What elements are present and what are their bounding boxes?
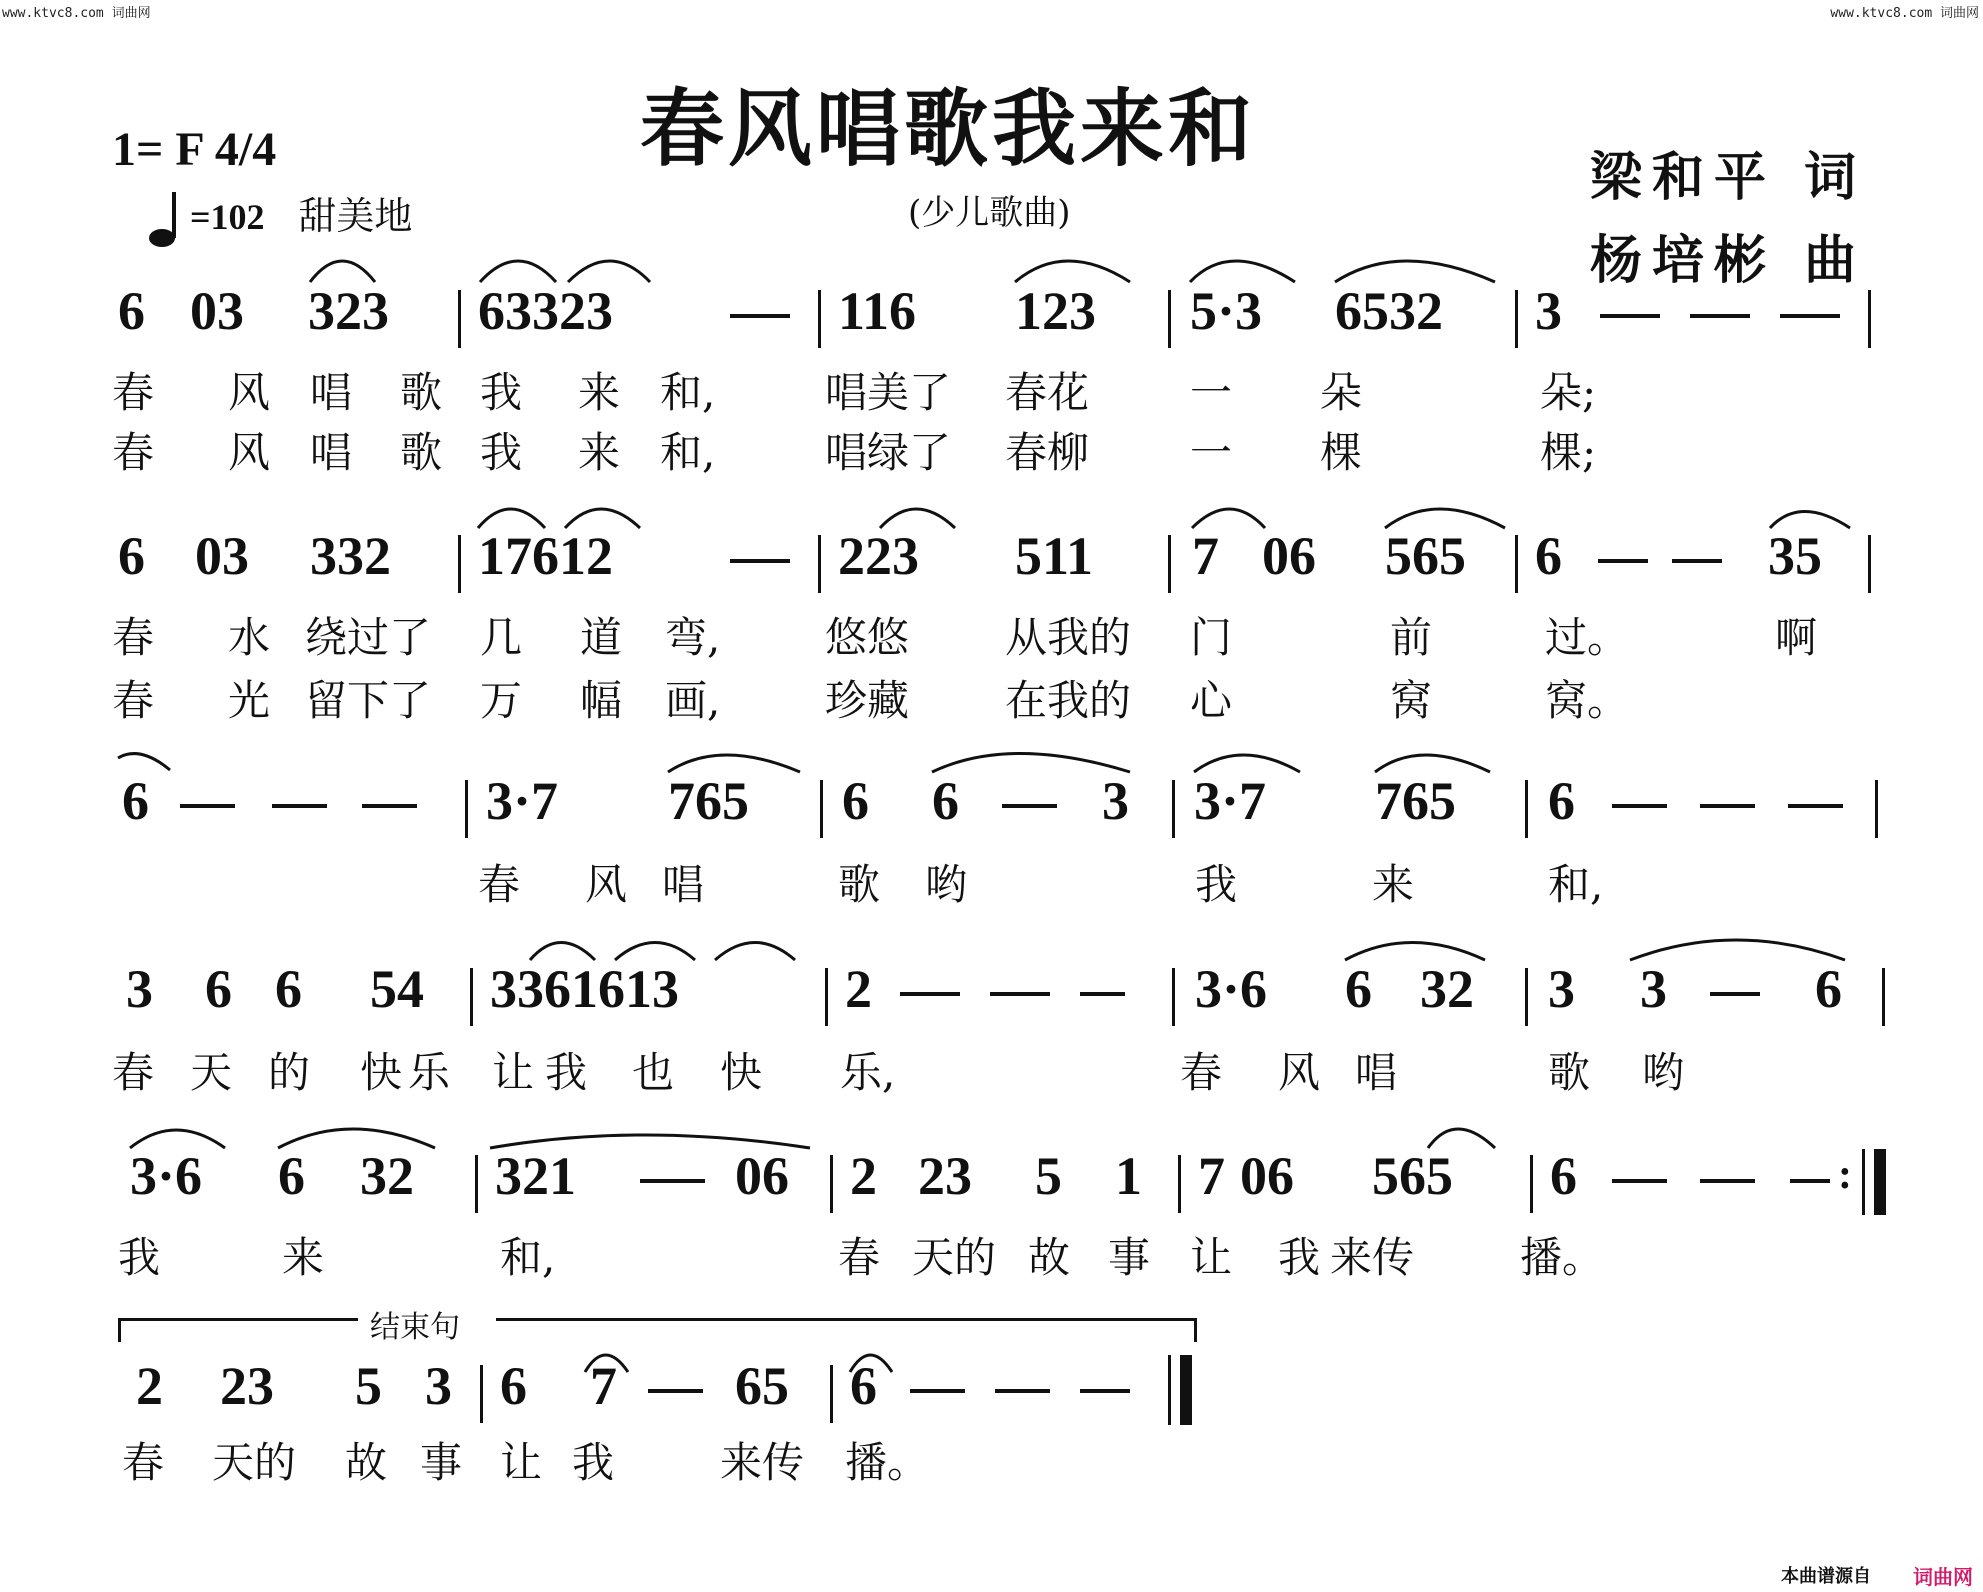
lyric: 天 [190, 1048, 233, 1097]
lyric: 春 [478, 860, 521, 909]
slur [565, 509, 640, 528]
note: 3·6 [1195, 959, 1268, 1019]
lyric: 道 [580, 613, 623, 662]
lyric: 前 [1390, 613, 1433, 662]
lyric: 快 [360, 1048, 403, 1097]
note: 3 [1548, 959, 1575, 1019]
note: 6 [118, 281, 145, 341]
note: 6 [118, 526, 145, 586]
note: 54 [370, 959, 424, 1019]
lyric: 乐, [840, 1048, 896, 1097]
note: 565 [1385, 526, 1466, 586]
lyric: 弯, [665, 613, 721, 662]
note: 7 [590, 1356, 617, 1416]
lyric: 风 [585, 860, 628, 909]
lyric: 乐 [408, 1048, 451, 1097]
lyric: 唱绿了 [825, 428, 952, 477]
lyric: 一 [1190, 428, 1233, 477]
note: 765 [668, 771, 749, 831]
lyric: 从我的 [1005, 613, 1132, 662]
note: 565 [1372, 1146, 1453, 1206]
repeat-sign-end: : [1838, 1152, 1852, 1198]
slur [130, 1130, 225, 1148]
note: 63323 [478, 281, 613, 341]
note: 6 [842, 771, 869, 831]
note: 6 [850, 1356, 877, 1416]
lyric: 春柳 [1005, 428, 1090, 477]
slur [1190, 261, 1295, 282]
lyric: 春 [122, 1438, 165, 1487]
slur [1385, 509, 1505, 528]
lyric: 啊 [1775, 613, 1818, 662]
note: 03 [195, 526, 249, 586]
lyric: 风 [228, 428, 271, 477]
lyric: 留下了 [305, 676, 432, 725]
lyric: 事 [1108, 1233, 1151, 1282]
note: 332 [310, 526, 391, 586]
lyric: 天的 [912, 1233, 997, 1282]
slur [1630, 940, 1845, 960]
lyric: 珍藏 [825, 676, 910, 725]
note: 323 [308, 281, 389, 341]
note: 3 [1640, 959, 1667, 1019]
slur [615, 943, 695, 961]
slur [1015, 261, 1130, 282]
note: 6 [205, 959, 232, 1019]
note: 65 [735, 1356, 789, 1416]
lyric: 歌 [400, 428, 443, 477]
lyric: 歌 [1548, 1048, 1591, 1097]
lyric: 几 [480, 613, 523, 662]
lyric: 和, [660, 428, 716, 477]
note: 2 [845, 959, 872, 1019]
lyric: 窝。 [1545, 676, 1630, 725]
fermata-group [585, 1355, 892, 1372]
lyric: 让 [1190, 1233, 1233, 1282]
note: 6532 [1335, 281, 1443, 341]
slur [932, 754, 1130, 773]
slur [118, 754, 170, 770]
slur [1770, 512, 1850, 529]
slur [668, 755, 800, 772]
slur [1428, 1129, 1495, 1148]
site-logo[interactable]: 词曲网 [1913, 1565, 1973, 1589]
lyric: 万 [480, 676, 523, 725]
lyric: 风 [1278, 1048, 1321, 1097]
lyric: 门 [1190, 613, 1233, 662]
lyric: 棵 [1320, 428, 1363, 477]
note: 6 [500, 1356, 527, 1416]
lyric: 我 [545, 1048, 588, 1097]
lyric: 绕过了 [305, 613, 432, 662]
fermata-icon [850, 1355, 892, 1372]
note: 5 [355, 1356, 382, 1416]
note: 223 [838, 526, 919, 586]
slur [880, 509, 955, 528]
lyric: 唱美了 [825, 368, 952, 417]
note: 6 [278, 1146, 305, 1206]
fermata-icon [585, 1355, 628, 1372]
note: 1 [1115, 1146, 1142, 1206]
note: 06 [735, 1146, 789, 1206]
note: 23 [918, 1146, 972, 1206]
lyric: 来 [282, 1233, 325, 1282]
lyric: 哟 [1642, 1048, 1685, 1097]
lyric: 也 [632, 1048, 675, 1097]
lyric: 故 [1028, 1233, 1071, 1282]
lyric: 让 [492, 1048, 535, 1097]
slur [1192, 509, 1265, 528]
note: 6 [1535, 526, 1562, 586]
lyric: 朵 [1320, 368, 1363, 417]
lyric: 快 [720, 1048, 763, 1097]
note: 7 [1192, 526, 1219, 586]
lyric: 画, [665, 676, 721, 725]
watermark-left: www.ktvc8.com 词曲网 [2, 6, 151, 21]
lyric: 春 [838, 1233, 881, 1282]
song-subtitle: (少儿歌曲) [908, 193, 1071, 233]
note: 03 [190, 281, 244, 341]
lyric: 一 [1190, 368, 1233, 417]
lyric: 我 [480, 428, 523, 477]
slur [278, 1129, 435, 1148]
lyric: 天的 [212, 1438, 297, 1487]
note: 06 [1262, 526, 1316, 586]
lyric: 水 [228, 613, 271, 662]
lyric: 春花 [1005, 368, 1090, 417]
lyric: 光 [228, 676, 271, 725]
lyric: 来传 [1330, 1233, 1415, 1282]
song-title: 春风唱歌我来和 [640, 79, 1257, 178]
note: 23 [220, 1356, 274, 1416]
source-text: 本曲谱源自 [1781, 1566, 1871, 1587]
lyric: 悠悠 [825, 613, 910, 662]
note: 17612 [478, 526, 613, 586]
lyric: 过。 [1545, 613, 1630, 662]
tempo-value: =102 [190, 197, 265, 237]
lyric: 窝 [1390, 676, 1433, 725]
lyric: 和, [660, 368, 716, 417]
slur [1345, 943, 1485, 961]
coda-label: 结束句 [370, 1310, 460, 1345]
slur [490, 1135, 810, 1148]
note: 765 [1375, 771, 1456, 831]
note: 6 [275, 959, 302, 1019]
note: 7 [1198, 1146, 1225, 1206]
note: 2 [850, 1146, 877, 1206]
lyric: 棵; [1540, 428, 1597, 477]
slur [1194, 755, 1300, 772]
note: 32 [1420, 959, 1474, 1019]
lyric: 和, [1548, 860, 1604, 909]
lyric: 春 [1180, 1048, 1223, 1097]
lyric: 哟 [925, 860, 968, 909]
lyric: 让 [500, 1438, 543, 1487]
lyric: 来 [578, 368, 621, 417]
note: 3 [1102, 771, 1129, 831]
expression-text: 甜美地 [298, 194, 413, 238]
note: 5·3 [1190, 281, 1263, 341]
lyric: 我 [480, 368, 523, 417]
note: 6 [932, 771, 959, 831]
note: 6 [1548, 771, 1575, 831]
note: 6 [1815, 959, 1842, 1019]
lyric: 风 [228, 368, 271, 417]
note: 3·7 [1194, 771, 1267, 831]
note: 6 [1550, 1146, 1577, 1206]
lyric: 事 [420, 1438, 463, 1487]
lyric: 春 [112, 676, 155, 725]
note: 2 [136, 1356, 163, 1416]
note: 511 [1015, 526, 1094, 586]
watermark-right: www.ktvc8.com 词曲网 [1830, 6, 1979, 21]
lyric: 播。 [1520, 1233, 1605, 1282]
slur [1335, 261, 1495, 282]
note: 6 [1345, 959, 1372, 1019]
note: 3·6 [130, 1146, 203, 1206]
lyricist-credit: 梁和平 词 [1590, 147, 1867, 208]
note: 06 [1240, 1146, 1294, 1206]
note: 5 [1035, 1146, 1062, 1206]
lyric: 来 [578, 428, 621, 477]
note: 3 [425, 1356, 452, 1416]
slur [478, 509, 545, 528]
lyric: 我 [1195, 860, 1238, 909]
lyric: 歌 [400, 368, 443, 417]
lyric: 春 [112, 428, 155, 477]
lyric: 的 [268, 1048, 311, 1097]
lyric: 唱 [662, 860, 705, 909]
lyric: 幅 [580, 676, 623, 725]
lyric: 歌 [838, 860, 881, 909]
slur [310, 261, 375, 282]
lyric: 春 [112, 613, 155, 662]
note: 6 [122, 771, 149, 831]
key-signature: 1= F 4/4 [112, 123, 277, 176]
lyric: 心 [1190, 676, 1233, 725]
lyric: 在我的 [1005, 676, 1132, 725]
lyric: 来 [1372, 860, 1415, 909]
lyric: 朵; [1540, 368, 1597, 417]
lyric: 故 [345, 1438, 388, 1487]
lyric: 唱 [1355, 1048, 1398, 1097]
slur [715, 943, 795, 961]
slur [568, 261, 650, 282]
lyric: 春 [112, 1048, 155, 1097]
lyric: 来传 [720, 1438, 805, 1487]
lyric: 播。 [845, 1438, 930, 1487]
note: 3361613 [490, 959, 679, 1019]
composer-credit: 杨培彬 曲 [1590, 230, 1867, 291]
slur [480, 261, 556, 282]
note: 35 [1768, 526, 1822, 586]
note: 3 [1535, 281, 1562, 341]
lyric: 唱 [310, 368, 353, 417]
lyric: 春 [112, 368, 155, 417]
note: 3·7 [486, 771, 559, 831]
lyric: 我 [118, 1233, 161, 1282]
slur [1375, 755, 1490, 772]
note: 3 [126, 959, 153, 1019]
lyric: 和, [500, 1233, 556, 1282]
note: 123 [1015, 281, 1096, 341]
slur [530, 943, 595, 961]
note: 32 [360, 1146, 414, 1206]
lyric: 唱 [310, 428, 353, 477]
lyric: 我 [1278, 1233, 1321, 1282]
lyric: 我 [572, 1438, 615, 1487]
note: 321 [495, 1146, 576, 1206]
note: 116 [838, 281, 917, 341]
